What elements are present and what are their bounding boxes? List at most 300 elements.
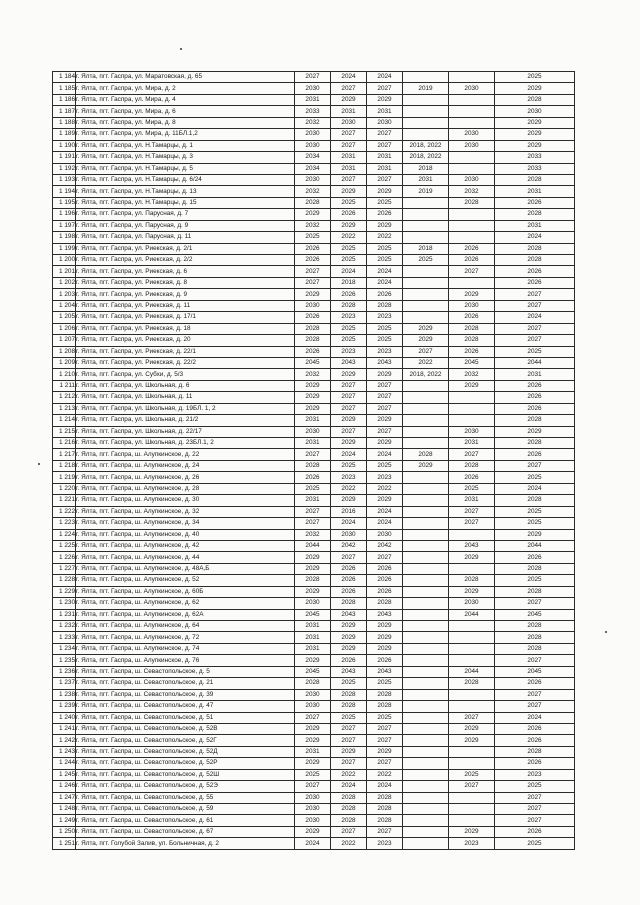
table-row	[53, 72, 575, 83]
year-cell: 2025	[367, 678, 403, 689]
row-number: 1 196	[53, 209, 76, 220]
table-row	[53, 529, 575, 540]
address-cell: г. Ялта, пгт. Гаспра, ш. Севастопольское, д. 55	[76, 792, 295, 803]
address-cell: г. Ялта, пгт. Гаспра, ш. Алупкинское, д. 28	[76, 483, 295, 494]
table-row	[53, 335, 575, 346]
final-year-cell: 2027	[495, 655, 575, 666]
address-cell: г. Ялта, пгт. Гаспра, ш. Алупкинское, д. 34	[76, 518, 295, 529]
work-year-cell	[403, 529, 449, 540]
work-year-cell	[449, 220, 495, 231]
year-cell: 2028	[295, 678, 331, 689]
table-row	[53, 186, 575, 197]
year-cell: 2025	[367, 335, 403, 346]
work-year-cell	[449, 529, 495, 540]
final-year-cell: 2024	[495, 232, 575, 243]
row-number: 1 201	[53, 266, 76, 277]
year-cell: 2028	[367, 689, 403, 700]
work-year-cell: 2027	[449, 449, 495, 460]
address-cell: г. Ялта, пгт. Гаспра, ш. Севастопольское, д. 61	[76, 815, 295, 826]
address-cell: г. Ялта, пгт. Гаспра, ул. Школьная, д. 19БЛ. 1, 2	[76, 403, 295, 414]
work-year-cell: 2023	[449, 838, 495, 849]
year-cell: 2022	[367, 483, 403, 494]
final-year-cell: 2031	[495, 369, 575, 380]
year-cell: 2028	[331, 815, 367, 826]
row-number: 1 225	[53, 540, 76, 551]
final-year-cell: 2026	[495, 758, 575, 769]
final-year-cell: 2026	[495, 678, 575, 689]
final-year-cell: 2025	[495, 472, 575, 483]
work-year-cell	[449, 72, 495, 83]
row-number: 1 248	[53, 804, 76, 815]
row-number: 1 189	[53, 129, 76, 140]
table-row	[53, 277, 575, 288]
work-year-cell: 2026	[449, 243, 495, 254]
year-cell: 2027	[331, 174, 367, 185]
year-cell: 2025	[367, 460, 403, 471]
table-row	[53, 232, 575, 243]
address-cell: г. Ялта, пгт. Гаспра, ш. Алупкинское, д. 60Б	[76, 586, 295, 597]
year-cell: 2030	[295, 598, 331, 609]
year-cell: 2024	[367, 518, 403, 529]
work-year-cell: 2022	[403, 357, 449, 368]
year-cell: 2024	[331, 781, 367, 792]
year-cell: 2031	[331, 163, 367, 174]
work-year-cell	[449, 643, 495, 654]
work-year-cell: 2028	[449, 323, 495, 334]
work-year-cell	[449, 415, 495, 426]
year-cell: 2031	[367, 106, 403, 117]
address-cell: г. Ялта, пгт. Гаспра, ул. Субхи, д. 5/3	[76, 369, 295, 380]
work-year-cell: 2044	[449, 666, 495, 677]
year-cell: 2027	[367, 380, 403, 391]
row-number: 1 216	[53, 438, 76, 449]
address-cell: г. Ялта, пгт. Гаспра, ул. Н.Тамарцы, д. 13	[76, 186, 295, 197]
work-year-cell	[403, 403, 449, 414]
work-year-cell: 2043	[449, 540, 495, 551]
final-year-cell: 2027	[495, 289, 575, 300]
year-cell: 2027	[367, 403, 403, 414]
work-year-cell: 2029	[449, 735, 495, 746]
year-cell: 2027	[367, 174, 403, 185]
year-cell: 2029	[295, 392, 331, 403]
work-year-cell: 2028	[449, 575, 495, 586]
work-year-cell: 2029	[403, 335, 449, 346]
address-cell: г. Ялта, пгт. Гаспра, ул. Школьная, д. 6	[76, 380, 295, 391]
table-row	[53, 643, 575, 654]
final-year-cell: 2028	[495, 243, 575, 254]
address-cell: г. Ялта, пгт. Гаспра, ул. Мира, д. 8	[76, 117, 295, 128]
year-cell: 2027	[331, 380, 367, 391]
work-year-cell	[403, 666, 449, 677]
work-year-cell: 2028	[449, 678, 495, 689]
work-year-cell: 2030	[449, 140, 495, 151]
final-year-cell: 2029	[495, 83, 575, 94]
year-cell: 2029	[367, 186, 403, 197]
year-cell: 2030	[295, 815, 331, 826]
row-number: 1 224	[53, 529, 76, 540]
address-cell: г. Ялта, пгт. Гаспра, ул. Риекская, д. 2/2	[76, 255, 295, 266]
year-cell: 2045	[295, 609, 331, 620]
work-year-cell	[449, 815, 495, 826]
year-cell: 2024	[367, 781, 403, 792]
work-year-cell: 2045	[449, 357, 495, 368]
year-cell: 2025	[367, 255, 403, 266]
row-number: 1 230	[53, 598, 76, 609]
year-cell: 2029	[331, 186, 367, 197]
year-cell: 2027	[331, 140, 367, 151]
work-year-cell: 2027	[449, 781, 495, 792]
address-cell: г. Ялта, пгт. Гаспра, ул. Риекская, д. 20	[76, 335, 295, 346]
address-cell: г. Ялта, пгт. Голубой Залив, ул. Больничная, д. 2	[76, 838, 295, 849]
year-cell: 2032	[295, 220, 331, 231]
table-row	[53, 197, 575, 208]
address-cell: г. Ялта, пгт. Гаспра, ул. Н.Тамарцы, д. 5	[76, 163, 295, 174]
year-cell: 2024	[367, 277, 403, 288]
year-cell: 2026	[331, 289, 367, 300]
table-row	[53, 518, 575, 529]
year-cell: 2024	[331, 266, 367, 277]
work-year-cell	[403, 563, 449, 574]
year-cell: 2031	[295, 415, 331, 426]
work-year-cell: 2025	[449, 769, 495, 780]
year-cell: 2026	[331, 586, 367, 597]
year-cell: 2026	[367, 575, 403, 586]
year-cell: 2031	[295, 632, 331, 643]
year-cell: 2024	[331, 72, 367, 83]
work-year-cell	[449, 163, 495, 174]
address-cell: г. Ялта, пгт. Гаспра, ул. Риекская, д. 8	[76, 277, 295, 288]
work-year-cell: 2029	[449, 289, 495, 300]
work-year-cell	[449, 563, 495, 574]
year-cell: 2028	[367, 701, 403, 712]
year-cell: 2027	[331, 426, 367, 437]
year-cell: 2030	[367, 117, 403, 128]
row-number: 1 226	[53, 552, 76, 563]
table-row	[53, 174, 575, 185]
year-cell: 2024	[367, 506, 403, 517]
table-row	[53, 575, 575, 586]
row-number: 1 210	[53, 369, 76, 380]
year-cell: 2027	[295, 518, 331, 529]
year-cell: 2022	[367, 232, 403, 243]
row-number: 1 190	[53, 140, 76, 151]
year-cell: 2029	[331, 643, 367, 654]
year-cell: 2031	[295, 643, 331, 654]
year-cell: 2026	[295, 472, 331, 483]
row-number: 1 187	[53, 106, 76, 117]
year-cell: 2029	[295, 380, 331, 391]
year-cell: 2029	[367, 415, 403, 426]
year-cell: 2029	[295, 735, 331, 746]
address-cell: г. Ялта, пгт. Гаспра, ш. Алупкинское, д. 76	[76, 655, 295, 666]
year-cell: 2027	[331, 403, 367, 414]
address-cell: г. Ялта, пгт. Гаспра, ул. Парусная, д. 7	[76, 209, 295, 220]
year-cell: 2027	[367, 735, 403, 746]
work-year-cell	[403, 552, 449, 563]
row-number: 1 237	[53, 678, 76, 689]
year-cell: 2025	[331, 712, 367, 723]
final-year-cell: 2030	[495, 106, 575, 117]
year-cell: 2028	[367, 815, 403, 826]
work-year-cell: 2028	[449, 335, 495, 346]
year-cell: 2027	[367, 392, 403, 403]
year-cell: 2030	[295, 792, 331, 803]
year-cell: 2027	[331, 552, 367, 563]
work-year-cell	[403, 804, 449, 815]
work-year-cell	[403, 815, 449, 826]
row-number: 1 203	[53, 289, 76, 300]
year-cell: 2029	[295, 655, 331, 666]
year-cell: 2027	[367, 826, 403, 837]
year-cell: 2027	[331, 83, 367, 94]
address-cell: г. Ялта, пгт. Гаспра, ш. Алупкинское, д. 42	[76, 540, 295, 551]
row-number: 1 185	[53, 83, 76, 94]
year-cell: 2043	[367, 666, 403, 677]
year-cell: 2028	[367, 598, 403, 609]
year-cell: 2023	[367, 312, 403, 323]
final-year-cell: 2045	[495, 609, 575, 620]
work-year-cell	[449, 804, 495, 815]
work-year-cell: 2032	[449, 369, 495, 380]
work-year-cell: 2018	[403, 243, 449, 254]
year-cell: 2028	[331, 300, 367, 311]
address-cell: г. Ялта, пгт. Гаспра, ш. Севастопольское, д. 52Р	[76, 758, 295, 769]
year-cell: 2043	[367, 357, 403, 368]
final-year-cell: 2031	[495, 220, 575, 231]
year-cell: 2029	[367, 369, 403, 380]
year-cell: 2042	[331, 540, 367, 551]
row-number: 1 200	[53, 255, 76, 266]
table-row	[53, 255, 575, 266]
final-year-cell: 2028	[495, 438, 575, 449]
year-cell: 2029	[367, 438, 403, 449]
final-year-cell: 2029	[495, 129, 575, 140]
table-row	[53, 746, 575, 757]
row-number: 1 243	[53, 746, 76, 757]
year-cell: 2028	[331, 701, 367, 712]
address-cell: г. Ялта, пгт. Гаспра, ул. Школьная, д. 11	[76, 392, 295, 403]
work-year-cell: 2026	[449, 472, 495, 483]
work-year-cell: 2031	[449, 495, 495, 506]
work-year-cell: 2018, 2022	[403, 369, 449, 380]
work-year-cell	[403, 472, 449, 483]
address-cell: г. Ялта, пгт. Гаспра, ул. Н.Тамарцы, д. 15	[76, 197, 295, 208]
address-cell: г. Ялта, пгт. Гаспра, ш. Севастопольское, д. 59	[76, 804, 295, 815]
table-row	[53, 380, 575, 391]
year-cell: 2030	[331, 529, 367, 540]
work-year-cell	[449, 277, 495, 288]
year-cell: 2030	[295, 129, 331, 140]
year-cell: 2027	[295, 72, 331, 83]
year-cell: 2028	[367, 300, 403, 311]
work-year-cell	[403, 792, 449, 803]
address-cell: г. Ялта, пгт. Гаспра, ул. Риекская, д. 2/1	[76, 243, 295, 254]
row-number: 1 218	[53, 460, 76, 471]
year-cell: 2031	[367, 163, 403, 174]
work-year-cell: 2026	[449, 255, 495, 266]
work-year-cell	[449, 632, 495, 643]
year-cell: 2025	[367, 323, 403, 334]
row-number: 1 238	[53, 689, 76, 700]
address-cell: г. Ялта, пгт. Гаспра, ул. Риекская, д. 17/1	[76, 312, 295, 323]
final-year-cell: 2026	[495, 826, 575, 837]
row-number: 1 246	[53, 781, 76, 792]
address-cell: г. Ялта, пгт. Гаспра, ул. Мира, д. 2	[76, 83, 295, 94]
table-row	[53, 140, 575, 151]
year-cell: 2031	[295, 94, 331, 105]
table-row	[53, 815, 575, 826]
work-year-cell: 2018, 2022	[403, 140, 449, 151]
address-cell: г. Ялта, пгт. Гаспра, ш. Алупкинское, д. 24	[76, 460, 295, 471]
year-cell: 2022	[331, 483, 367, 494]
year-cell: 2025	[331, 323, 367, 334]
table-row	[53, 586, 575, 597]
year-cell: 2026	[331, 209, 367, 220]
address-cell: г. Ялта, пгт. Гаспра, ул. Парусная, д. 9	[76, 220, 295, 231]
row-number: 1 220	[53, 483, 76, 494]
year-cell: 2031	[331, 152, 367, 163]
final-year-cell: 2028	[495, 174, 575, 185]
work-year-cell	[403, 220, 449, 231]
year-cell: 2024	[367, 449, 403, 460]
table-row	[53, 712, 575, 723]
final-year-cell: 2028	[495, 495, 575, 506]
table-row	[53, 312, 575, 323]
final-year-cell: 2029	[495, 117, 575, 128]
row-number: 1 219	[53, 472, 76, 483]
work-year-cell	[403, 506, 449, 517]
year-cell: 2031	[331, 106, 367, 117]
year-cell: 2025	[331, 243, 367, 254]
row-number: 1 186	[53, 94, 76, 105]
final-year-cell: 2027	[495, 701, 575, 712]
table-row	[53, 415, 575, 426]
year-cell: 2027	[295, 449, 331, 460]
final-year-cell: 2025	[495, 518, 575, 529]
table-row	[53, 163, 575, 174]
row-number: 1 202	[53, 277, 76, 288]
row-number: 1 191	[53, 152, 76, 163]
year-cell: 2032	[295, 186, 331, 197]
work-year-cell	[449, 746, 495, 757]
year-cell: 2029	[331, 746, 367, 757]
year-cell: 2030	[331, 117, 367, 128]
year-cell: 2027	[331, 826, 367, 837]
table-row	[53, 266, 575, 277]
final-year-cell: 2026	[495, 552, 575, 563]
year-cell: 2025	[331, 335, 367, 346]
year-cell: 2027	[367, 83, 403, 94]
work-year-cell	[403, 312, 449, 323]
year-cell: 2026	[295, 243, 331, 254]
year-cell: 2025	[367, 712, 403, 723]
address-cell: г. Ялта, пгт. Гаспра, ш. Алупкинское, д. 30	[76, 495, 295, 506]
table-row	[53, 346, 575, 357]
address-cell: г. Ялта, пгт. Гаспра, ш. Севастопольское, д. 5	[76, 666, 295, 677]
table-row	[53, 152, 575, 163]
work-year-cell: 2027	[403, 346, 449, 357]
work-year-cell	[403, 106, 449, 117]
year-cell: 2027	[367, 426, 403, 437]
row-number: 1 244	[53, 758, 76, 769]
year-cell: 2029	[367, 746, 403, 757]
year-cell: 2031	[295, 495, 331, 506]
final-year-cell: 2028	[495, 209, 575, 220]
final-year-cell: 2027	[495, 598, 575, 609]
work-year-cell: 2029	[449, 380, 495, 391]
year-cell: 2026	[295, 312, 331, 323]
row-number: 1 195	[53, 197, 76, 208]
year-cell: 2030	[295, 701, 331, 712]
year-cell: 2027	[367, 758, 403, 769]
final-year-cell: 2026	[495, 197, 575, 208]
final-year-cell: 2027	[495, 323, 575, 334]
final-year-cell: 2027	[495, 804, 575, 815]
year-cell: 2027	[331, 735, 367, 746]
year-cell: 2030	[367, 529, 403, 540]
work-year-cell	[403, 586, 449, 597]
year-cell: 2027	[295, 277, 331, 288]
year-cell: 2029	[295, 723, 331, 734]
row-number: 1 214	[53, 415, 76, 426]
year-cell: 2029	[331, 438, 367, 449]
address-cell: г. Ялта, пгт. Гаспра, ул. Мира, д. 6	[76, 106, 295, 117]
year-cell: 2016	[331, 506, 367, 517]
year-cell: 2030	[295, 804, 331, 815]
year-cell: 2027	[331, 723, 367, 734]
work-year-cell	[403, 426, 449, 437]
table-row	[53, 655, 575, 666]
work-year-cell: 2027	[449, 712, 495, 723]
table-row	[53, 392, 575, 403]
work-year-cell: 2031	[449, 438, 495, 449]
year-cell: 2029	[331, 621, 367, 632]
final-year-cell: 2026	[495, 392, 575, 403]
work-year-cell: 2018	[403, 163, 449, 174]
year-cell: 2043	[331, 666, 367, 677]
row-number: 1 228	[53, 575, 76, 586]
year-cell: 2024	[295, 838, 331, 849]
year-cell: 2029	[295, 403, 331, 414]
work-year-cell	[403, 483, 449, 494]
row-number: 1 221	[53, 495, 76, 506]
work-year-cell	[403, 838, 449, 849]
work-year-cell: 2028	[403, 449, 449, 460]
table-row	[53, 323, 575, 334]
year-cell: 2028	[295, 575, 331, 586]
year-cell: 2029	[367, 643, 403, 654]
year-cell: 2045	[295, 666, 331, 677]
year-cell: 2029	[367, 632, 403, 643]
year-cell: 2028	[295, 460, 331, 471]
final-year-cell: 2033	[495, 152, 575, 163]
year-cell: 2030	[295, 689, 331, 700]
row-number: 1 239	[53, 701, 76, 712]
table-row	[53, 563, 575, 574]
final-year-cell: 2026	[495, 277, 575, 288]
year-cell: 2030	[295, 83, 331, 94]
table-row	[53, 769, 575, 780]
table-row	[53, 838, 575, 849]
final-year-cell: 2044	[495, 357, 575, 368]
final-year-cell: 2024	[495, 712, 575, 723]
table-row	[53, 723, 575, 734]
year-cell: 2022	[331, 838, 367, 849]
address-cell: г. Ялта, пгт. Гаспра, ш. Севастопольское, д. 52Э	[76, 781, 295, 792]
address-cell: г. Ялта, пгт. Гаспра, ул. Маратовская, д. 65	[76, 72, 295, 83]
table-row	[53, 369, 575, 380]
address-cell: г. Ялта, пгт. Гаспра, ш. Севастопольское, д. 52Д	[76, 746, 295, 757]
